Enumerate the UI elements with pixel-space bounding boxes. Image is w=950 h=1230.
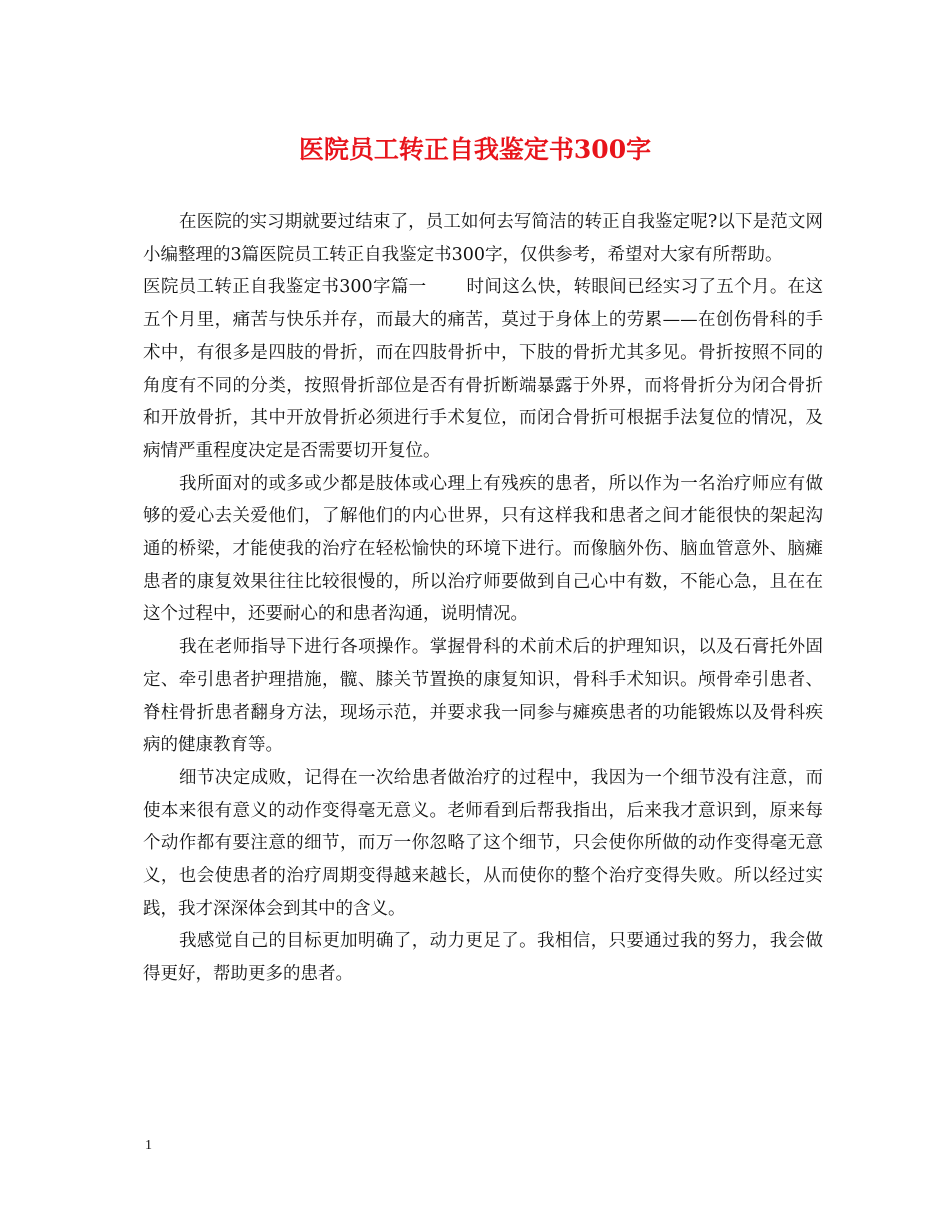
document-body [143,206,823,991]
section-heading: 医院员工转正自我鉴定书300字篇一 [143,277,427,298]
closing-paragraph: 我感觉自己的目标更加明确了，动力更足了。我相信，只要通过我的努力，我会做得更好，帮助更多的患者。 [143,931,823,985]
body-paragraph: 我所面对的或多或少都是肢体或心理上有残疾的患者，所以作为一名治疗师应有做够的爱心去关爱他们，了解他们的内心世界，只有这样我和患者之间才能很快的架起沟通的桥梁，才能使我的治疗在轻松愉快的环境下进行。而像脑外伤、脑血管意外、脑瘫患者的康复效果往往比较很慢的，所以治疗师要做到自己心中有数，不能心急，且在在这个过程中，还要耐心的和患者沟通，说明情况。 [143,473,823,625]
section-text: 时间这么快，转眼间已经实习了五个月。在这五个月里，痛苦与快乐并存，而最大的痛苦，莫过于身体上的劳累——在创伤骨科的手术中，有很多是四肢的骨折，而在四肢骨折中，下肢的骨折尤其多见。骨折按照不同的角度有不同的分类，按照骨折部位是否有骨折断端暴露于外界，而将骨折分为闭合骨折和开放骨折，其中开放骨折必须进行手术复位，而闭合骨折可根据手法复位的情况，及病情严重程度决定是否需要切开复位。 [143,277,824,461]
body-paragraph: 我在老师指导下进行各项操作。掌握骨科的术前术后的护理知识，以及石膏托外固定、牵引患者护理措施，髋、膝关节置换的康复知识，骨科手术知识。颅骨牵引患者、脊柱骨折患者翻身方法，现场示范，并要求我一同参与瘫痪患者的功能锻炼以及骨科疾病的健康教育等。 [143,637,823,756]
section-paragraph [143,271,823,467]
intro-paragraph: 在医院的实习期就要过结束了，员工如何去写简洁的转正自我鉴定呢?以下是范文网小编整理的3篇医院员工转正自我鉴定书300字，仅供参考，希望对大家有所帮助。 [143,212,823,265]
body-paragraph: 细节决定成败，记得在一次给患者做治疗的过程中，我因为一个细节没有注意，而使本来很有意义的动作变得毫无意义。老师看到后帮我指出，后来我才意识到，原来每个动作都有要注意的细节，而万一你忽略了这个细节，只会使你所做的动作变得毫无意义，也会使患者的治疗周期变得越来越长，从而使你的整个治疗变得失败。所以经过实践，我才深深体会到其中的含义。 [143,767,823,919]
document-title: 医院员工转正自我鉴定书300字 [298,135,652,164]
page-number: 1 [145,1138,152,1153]
